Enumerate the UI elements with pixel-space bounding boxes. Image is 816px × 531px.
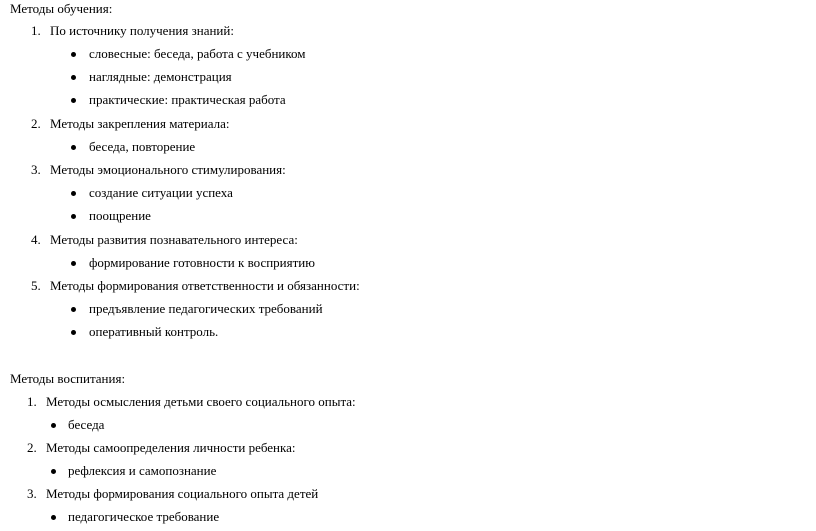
bullet-item: создание ситуации успеха [89, 185, 233, 200]
list-number: 3. [27, 486, 37, 501]
bullet-item: предъявление педагогических требований [89, 301, 323, 316]
list-number: 3. [31, 162, 41, 177]
bullet-item: поощрение [89, 208, 151, 223]
bullet-dot [71, 330, 76, 335]
list-number: 1. [27, 394, 37, 409]
bullet-item: педагогическое требование [68, 509, 220, 524]
list-number: 2. [27, 440, 37, 455]
section-heading-upbringing-methods: Методы воспитания: [10, 371, 126, 386]
list-item: По источнику получения знаний: [50, 23, 234, 38]
bullet-item: рефлексия и самопознание [68, 463, 217, 478]
bullet-dot [71, 145, 76, 150]
section-heading-teaching-methods: Методы обучения: [10, 1, 113, 16]
bullet-item: практические: практическая работа [89, 92, 286, 107]
list-item: Методы формирования социального опыта детей [46, 486, 319, 501]
list-item: Методы развития познавательного интереса: [50, 232, 298, 247]
bullet-dot [51, 515, 56, 520]
bullet-dot [51, 423, 56, 428]
list-item: Методы осмысления детьми своего социального опыта: [46, 394, 356, 409]
bullet-item: формирование готовности к восприятию [89, 255, 315, 270]
bullet-dot [71, 307, 76, 312]
list-number: 4. [31, 232, 41, 247]
bullet-dot [71, 98, 76, 103]
bullet-dot [71, 261, 76, 266]
bullet-dot [51, 469, 56, 474]
list-number: 1. [31, 23, 41, 38]
bullet-dot [71, 214, 76, 219]
list-item: Методы закрепления материала: [50, 116, 230, 131]
bullet-item: беседа [68, 417, 105, 432]
list-number: 5. [31, 278, 41, 293]
list-item: Методы формирования ответственности и обязанности: [50, 278, 360, 293]
bullet-item: оперативный контроль. [89, 324, 219, 339]
list-number: 2. [31, 116, 41, 131]
list-item: Методы самоопределения личности ребенка: [46, 440, 296, 455]
bullet-item: наглядные: демонстрация [89, 69, 232, 84]
bullet-item: беседа, повторение [89, 139, 196, 154]
bullet-dot [71, 52, 76, 57]
list-item: Методы эмоционального стимулирования: [50, 162, 286, 177]
bullet-dot [71, 191, 76, 196]
bullet-item: словесные: беседа, работа с учебником [89, 46, 306, 61]
bullet-dot [71, 75, 76, 80]
